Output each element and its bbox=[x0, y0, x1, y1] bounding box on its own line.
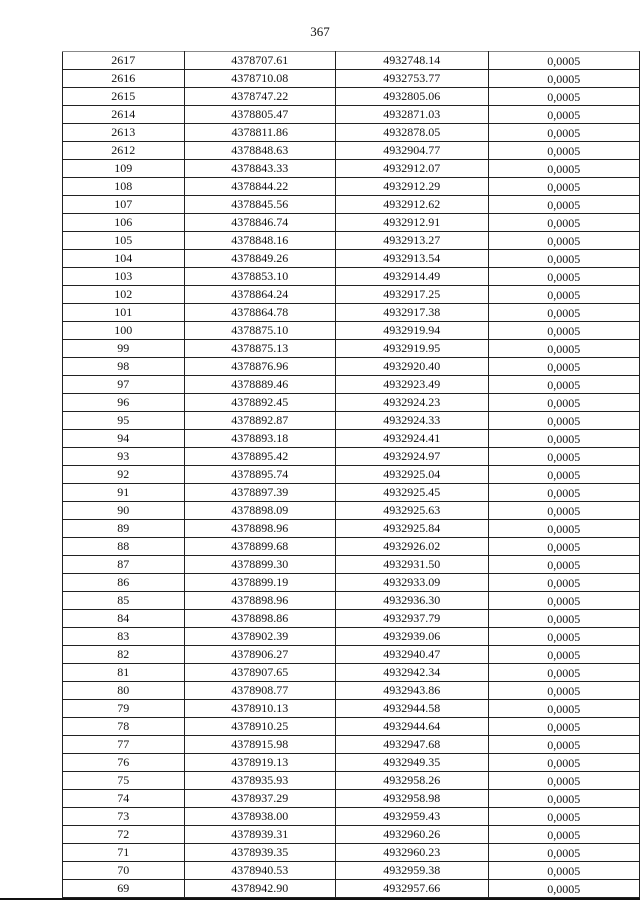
point-number-cell: 105 bbox=[63, 232, 185, 250]
x-coordinate-cell: 4378942.90 bbox=[184, 880, 336, 898]
error-cell: 0,0005 bbox=[488, 610, 639, 628]
point-number-cell: 75 bbox=[63, 772, 185, 790]
point-number-cell: 106 bbox=[63, 214, 185, 232]
x-coordinate-cell: 4378864.78 bbox=[184, 304, 336, 322]
y-coordinate-cell: 4932917.38 bbox=[336, 304, 489, 322]
table-row bbox=[63, 70, 640, 88]
point-number-cell: 83 bbox=[63, 628, 185, 646]
y-coordinate-cell: 4932959.43 bbox=[336, 808, 489, 826]
y-coordinate-cell: 4932944.58 bbox=[336, 700, 489, 718]
error-cell: 0,0005 bbox=[488, 160, 639, 178]
point-number-cell: 101 bbox=[63, 304, 185, 322]
table-row bbox=[63, 808, 640, 826]
error-cell: 0,0005 bbox=[488, 376, 639, 394]
y-coordinate-cell: 4932912.07 bbox=[336, 160, 489, 178]
point-number-cell: 88 bbox=[63, 538, 185, 556]
table-row bbox=[63, 574, 640, 592]
error-cell: 0,0005 bbox=[488, 538, 639, 556]
x-coordinate-cell: 4378846.74 bbox=[184, 214, 336, 232]
error-cell: 0,0005 bbox=[488, 700, 639, 718]
x-coordinate-cell: 4378910.25 bbox=[184, 718, 336, 736]
x-coordinate-cell: 4378908.77 bbox=[184, 682, 336, 700]
y-coordinate-cell: 4932960.23 bbox=[336, 844, 489, 862]
x-coordinate-cell: 4378864.24 bbox=[184, 286, 336, 304]
y-coordinate-cell: 4932926.02 bbox=[336, 538, 489, 556]
x-coordinate-cell: 4378895.42 bbox=[184, 448, 336, 466]
point-number-cell: 70 bbox=[63, 862, 185, 880]
point-number-cell: 2615 bbox=[63, 88, 185, 106]
x-coordinate-cell: 4378747.22 bbox=[184, 88, 336, 106]
y-coordinate-cell: 4932924.41 bbox=[336, 430, 489, 448]
table-row bbox=[63, 628, 640, 646]
y-coordinate-cell: 4932944.64 bbox=[336, 718, 489, 736]
table-row bbox=[63, 196, 640, 214]
table-row bbox=[63, 664, 640, 682]
point-number-cell: 71 bbox=[63, 844, 185, 862]
table-row bbox=[63, 502, 640, 520]
y-coordinate-cell: 4932939.06 bbox=[336, 628, 489, 646]
y-coordinate-cell: 4932748.14 bbox=[336, 52, 489, 70]
y-coordinate-cell: 4932924.97 bbox=[336, 448, 489, 466]
point-number-cell: 82 bbox=[63, 646, 185, 664]
point-number-cell: 92 bbox=[63, 466, 185, 484]
y-coordinate-cell: 4932912.29 bbox=[336, 178, 489, 196]
y-coordinate-cell: 4932936.30 bbox=[336, 592, 489, 610]
table-row bbox=[63, 556, 640, 574]
y-coordinate-cell: 4932959.38 bbox=[336, 862, 489, 880]
point-number-cell: 74 bbox=[63, 790, 185, 808]
point-number-cell: 73 bbox=[63, 808, 185, 826]
table-row bbox=[63, 88, 640, 106]
table-row bbox=[63, 250, 640, 268]
point-number-cell: 94 bbox=[63, 430, 185, 448]
error-cell: 0,0005 bbox=[488, 466, 639, 484]
bottom-rule bbox=[0, 898, 640, 900]
table-row bbox=[63, 592, 640, 610]
table-row bbox=[63, 538, 640, 556]
y-coordinate-cell: 4932931.50 bbox=[336, 556, 489, 574]
x-coordinate-cell: 4378902.39 bbox=[184, 628, 336, 646]
y-coordinate-cell: 4932912.62 bbox=[336, 196, 489, 214]
table-row bbox=[63, 322, 640, 340]
error-cell: 0,0005 bbox=[488, 322, 639, 340]
point-number-cell: 87 bbox=[63, 556, 185, 574]
x-coordinate-cell: 4378915.98 bbox=[184, 736, 336, 754]
x-coordinate-cell: 4378875.13 bbox=[184, 340, 336, 358]
y-coordinate-cell: 4932925.45 bbox=[336, 484, 489, 502]
error-cell: 0,0005 bbox=[488, 844, 639, 862]
x-coordinate-cell: 4378845.56 bbox=[184, 196, 336, 214]
y-coordinate-cell: 4932904.77 bbox=[336, 142, 489, 160]
error-cell: 0,0005 bbox=[488, 232, 639, 250]
table-row bbox=[63, 178, 640, 196]
x-coordinate-cell: 4378811.86 bbox=[184, 124, 336, 142]
error-cell: 0,0005 bbox=[488, 592, 639, 610]
point-number-cell: 91 bbox=[63, 484, 185, 502]
error-cell: 0,0005 bbox=[488, 826, 639, 844]
table-row bbox=[63, 790, 640, 808]
x-coordinate-cell: 4378843.33 bbox=[184, 160, 336, 178]
point-number-cell: 77 bbox=[63, 736, 185, 754]
coordinates-table-body bbox=[63, 52, 640, 898]
y-coordinate-cell: 4932958.26 bbox=[336, 772, 489, 790]
error-cell: 0,0005 bbox=[488, 286, 639, 304]
error-cell: 0,0005 bbox=[488, 52, 639, 70]
page-number: 367 bbox=[310, 24, 330, 39]
x-coordinate-cell: 4378848.16 bbox=[184, 232, 336, 250]
error-cell: 0,0005 bbox=[488, 178, 639, 196]
x-coordinate-cell: 4378898.86 bbox=[184, 610, 336, 628]
x-coordinate-cell: 4378910.13 bbox=[184, 700, 336, 718]
table-row bbox=[63, 214, 640, 232]
table-row bbox=[63, 754, 640, 772]
point-number-cell: 103 bbox=[63, 268, 185, 286]
table-row bbox=[63, 736, 640, 754]
error-cell: 0,0005 bbox=[488, 502, 639, 520]
y-coordinate-cell: 4932958.98 bbox=[336, 790, 489, 808]
point-number-cell: 80 bbox=[63, 682, 185, 700]
y-coordinate-cell: 4932957.66 bbox=[336, 880, 489, 898]
x-coordinate-cell: 4378899.19 bbox=[184, 574, 336, 592]
point-number-cell: 2612 bbox=[63, 142, 185, 160]
coordinates-table bbox=[62, 51, 640, 898]
y-coordinate-cell: 4932753.77 bbox=[336, 70, 489, 88]
error-cell: 0,0005 bbox=[488, 448, 639, 466]
y-coordinate-cell: 4932917.25 bbox=[336, 286, 489, 304]
point-number-cell: 99 bbox=[63, 340, 185, 358]
error-cell: 0,0005 bbox=[488, 754, 639, 772]
x-coordinate-cell: 4378848.63 bbox=[184, 142, 336, 160]
y-coordinate-cell: 4932878.05 bbox=[336, 124, 489, 142]
point-number-cell: 84 bbox=[63, 610, 185, 628]
x-coordinate-cell: 4378939.35 bbox=[184, 844, 336, 862]
x-coordinate-cell: 4378898.96 bbox=[184, 592, 336, 610]
y-coordinate-cell: 4932960.26 bbox=[336, 826, 489, 844]
x-coordinate-cell: 4378898.09 bbox=[184, 502, 336, 520]
y-coordinate-cell: 4932937.79 bbox=[336, 610, 489, 628]
error-cell: 0,0005 bbox=[488, 106, 639, 124]
error-cell: 0,0005 bbox=[488, 394, 639, 412]
x-coordinate-cell: 4378919.13 bbox=[184, 754, 336, 772]
point-number-cell: 81 bbox=[63, 664, 185, 682]
y-coordinate-cell: 4932913.27 bbox=[336, 232, 489, 250]
table-row bbox=[63, 844, 640, 862]
table-row bbox=[63, 142, 640, 160]
table-row bbox=[63, 376, 640, 394]
y-coordinate-cell: 4932920.40 bbox=[336, 358, 489, 376]
point-number-cell: 78 bbox=[63, 718, 185, 736]
x-coordinate-cell: 4378938.00 bbox=[184, 808, 336, 826]
x-coordinate-cell: 4378853.10 bbox=[184, 268, 336, 286]
point-number-cell: 86 bbox=[63, 574, 185, 592]
y-coordinate-cell: 4932924.23 bbox=[336, 394, 489, 412]
table-row bbox=[63, 682, 640, 700]
y-coordinate-cell: 4932925.04 bbox=[336, 466, 489, 484]
point-number-cell: 2614 bbox=[63, 106, 185, 124]
error-cell: 0,0005 bbox=[488, 682, 639, 700]
table-row bbox=[63, 304, 640, 322]
error-cell: 0,0005 bbox=[488, 520, 639, 538]
y-coordinate-cell: 4932919.94 bbox=[336, 322, 489, 340]
point-number-cell: 107 bbox=[63, 196, 185, 214]
table-row bbox=[63, 232, 640, 250]
point-number-cell: 76 bbox=[63, 754, 185, 772]
x-coordinate-cell: 4378907.65 bbox=[184, 664, 336, 682]
x-coordinate-cell: 4378898.96 bbox=[184, 520, 336, 538]
point-number-cell: 95 bbox=[63, 412, 185, 430]
error-cell: 0,0005 bbox=[488, 484, 639, 502]
point-number-cell: 69 bbox=[63, 880, 185, 898]
point-number-cell: 2617 bbox=[63, 52, 185, 70]
error-cell: 0,0005 bbox=[488, 124, 639, 142]
point-number-cell: 97 bbox=[63, 376, 185, 394]
x-coordinate-cell: 4378937.29 bbox=[184, 790, 336, 808]
y-coordinate-cell: 4932943.86 bbox=[336, 682, 489, 700]
error-cell: 0,0005 bbox=[488, 214, 639, 232]
point-number-cell: 108 bbox=[63, 178, 185, 196]
y-coordinate-cell: 4932871.03 bbox=[336, 106, 489, 124]
y-coordinate-cell: 4932919.95 bbox=[336, 340, 489, 358]
table-row bbox=[63, 106, 640, 124]
y-coordinate-cell: 4932925.63 bbox=[336, 502, 489, 520]
error-cell: 0,0005 bbox=[488, 358, 639, 376]
x-coordinate-cell: 4378899.30 bbox=[184, 556, 336, 574]
x-coordinate-cell: 4378897.39 bbox=[184, 484, 336, 502]
table-row bbox=[63, 862, 640, 880]
x-coordinate-cell: 4378889.46 bbox=[184, 376, 336, 394]
table-row bbox=[63, 286, 640, 304]
table-row bbox=[63, 520, 640, 538]
error-cell: 0,0005 bbox=[488, 664, 639, 682]
table-row bbox=[63, 772, 640, 790]
table-row bbox=[63, 160, 640, 178]
table-row bbox=[63, 394, 640, 412]
table-row bbox=[63, 880, 640, 898]
table-row bbox=[63, 430, 640, 448]
y-coordinate-cell: 4932940.47 bbox=[336, 646, 489, 664]
error-cell: 0,0005 bbox=[488, 304, 639, 322]
x-coordinate-cell: 4378939.31 bbox=[184, 826, 336, 844]
y-coordinate-cell: 4932949.35 bbox=[336, 754, 489, 772]
error-cell: 0,0005 bbox=[488, 718, 639, 736]
point-number-cell: 109 bbox=[63, 160, 185, 178]
x-coordinate-cell: 4378849.26 bbox=[184, 250, 336, 268]
error-cell: 0,0005 bbox=[488, 808, 639, 826]
error-cell: 0,0005 bbox=[488, 340, 639, 358]
point-number-cell: 100 bbox=[63, 322, 185, 340]
point-number-cell: 2613 bbox=[63, 124, 185, 142]
x-coordinate-cell: 4378895.74 bbox=[184, 466, 336, 484]
table-row bbox=[63, 610, 640, 628]
error-cell: 0,0005 bbox=[488, 556, 639, 574]
error-cell: 0,0005 bbox=[488, 574, 639, 592]
point-number-cell: 102 bbox=[63, 286, 185, 304]
y-coordinate-cell: 4932947.68 bbox=[336, 736, 489, 754]
table-row bbox=[63, 826, 640, 844]
point-number-cell: 90 bbox=[63, 502, 185, 520]
error-cell: 0,0005 bbox=[488, 250, 639, 268]
table-row bbox=[63, 124, 640, 142]
point-number-cell: 72 bbox=[63, 826, 185, 844]
x-coordinate-cell: 4378899.68 bbox=[184, 538, 336, 556]
x-coordinate-cell: 4378935.93 bbox=[184, 772, 336, 790]
error-cell: 0,0005 bbox=[488, 772, 639, 790]
table-row bbox=[63, 52, 640, 70]
point-number-cell: 89 bbox=[63, 520, 185, 538]
error-cell: 0,0005 bbox=[488, 88, 639, 106]
y-coordinate-cell: 4932925.84 bbox=[336, 520, 489, 538]
table-row bbox=[63, 646, 640, 664]
error-cell: 0,0005 bbox=[488, 430, 639, 448]
table-row bbox=[63, 448, 640, 466]
y-coordinate-cell: 4932933.09 bbox=[336, 574, 489, 592]
x-coordinate-cell: 4378805.47 bbox=[184, 106, 336, 124]
point-number-cell: 2616 bbox=[63, 70, 185, 88]
table-row bbox=[63, 700, 640, 718]
point-number-cell: 79 bbox=[63, 700, 185, 718]
error-cell: 0,0005 bbox=[488, 268, 639, 286]
table-row bbox=[63, 268, 640, 286]
x-coordinate-cell: 4378707.61 bbox=[184, 52, 336, 70]
x-coordinate-cell: 4378892.45 bbox=[184, 394, 336, 412]
point-number-cell: 93 bbox=[63, 448, 185, 466]
y-coordinate-cell: 4932912.91 bbox=[336, 214, 489, 232]
error-cell: 0,0005 bbox=[488, 412, 639, 430]
point-number-cell: 98 bbox=[63, 358, 185, 376]
y-coordinate-cell: 4932913.54 bbox=[336, 250, 489, 268]
error-cell: 0,0005 bbox=[488, 142, 639, 160]
point-number-cell: 85 bbox=[63, 592, 185, 610]
error-cell: 0,0005 bbox=[488, 70, 639, 88]
table-row bbox=[63, 466, 640, 484]
error-cell: 0,0005 bbox=[488, 196, 639, 214]
y-coordinate-cell: 4932923.49 bbox=[336, 376, 489, 394]
table-row bbox=[63, 718, 640, 736]
x-coordinate-cell: 4378876.96 bbox=[184, 358, 336, 376]
error-cell: 0,0005 bbox=[488, 862, 639, 880]
error-cell: 0,0005 bbox=[488, 736, 639, 754]
point-number-cell: 104 bbox=[63, 250, 185, 268]
x-coordinate-cell: 4378940.53 bbox=[184, 862, 336, 880]
x-coordinate-cell: 4378710.08 bbox=[184, 70, 336, 88]
x-coordinate-cell: 4378892.87 bbox=[184, 412, 336, 430]
point-number-cell: 96 bbox=[63, 394, 185, 412]
error-cell: 0,0005 bbox=[488, 628, 639, 646]
y-coordinate-cell: 4932914.49 bbox=[336, 268, 489, 286]
table-row bbox=[63, 340, 640, 358]
x-coordinate-cell: 4378906.27 bbox=[184, 646, 336, 664]
y-coordinate-cell: 4932924.33 bbox=[336, 412, 489, 430]
table-row bbox=[63, 412, 640, 430]
error-cell: 0,0005 bbox=[488, 646, 639, 664]
x-coordinate-cell: 4378875.10 bbox=[184, 322, 336, 340]
error-cell: 0,0005 bbox=[488, 880, 639, 898]
x-coordinate-cell: 4378893.18 bbox=[184, 430, 336, 448]
x-coordinate-cell: 4378844.22 bbox=[184, 178, 336, 196]
table-row bbox=[63, 484, 640, 502]
error-cell: 0,0005 bbox=[488, 790, 639, 808]
table-row bbox=[63, 358, 640, 376]
y-coordinate-cell: 4932942.34 bbox=[336, 664, 489, 682]
y-coordinate-cell: 4932805.06 bbox=[336, 88, 489, 106]
